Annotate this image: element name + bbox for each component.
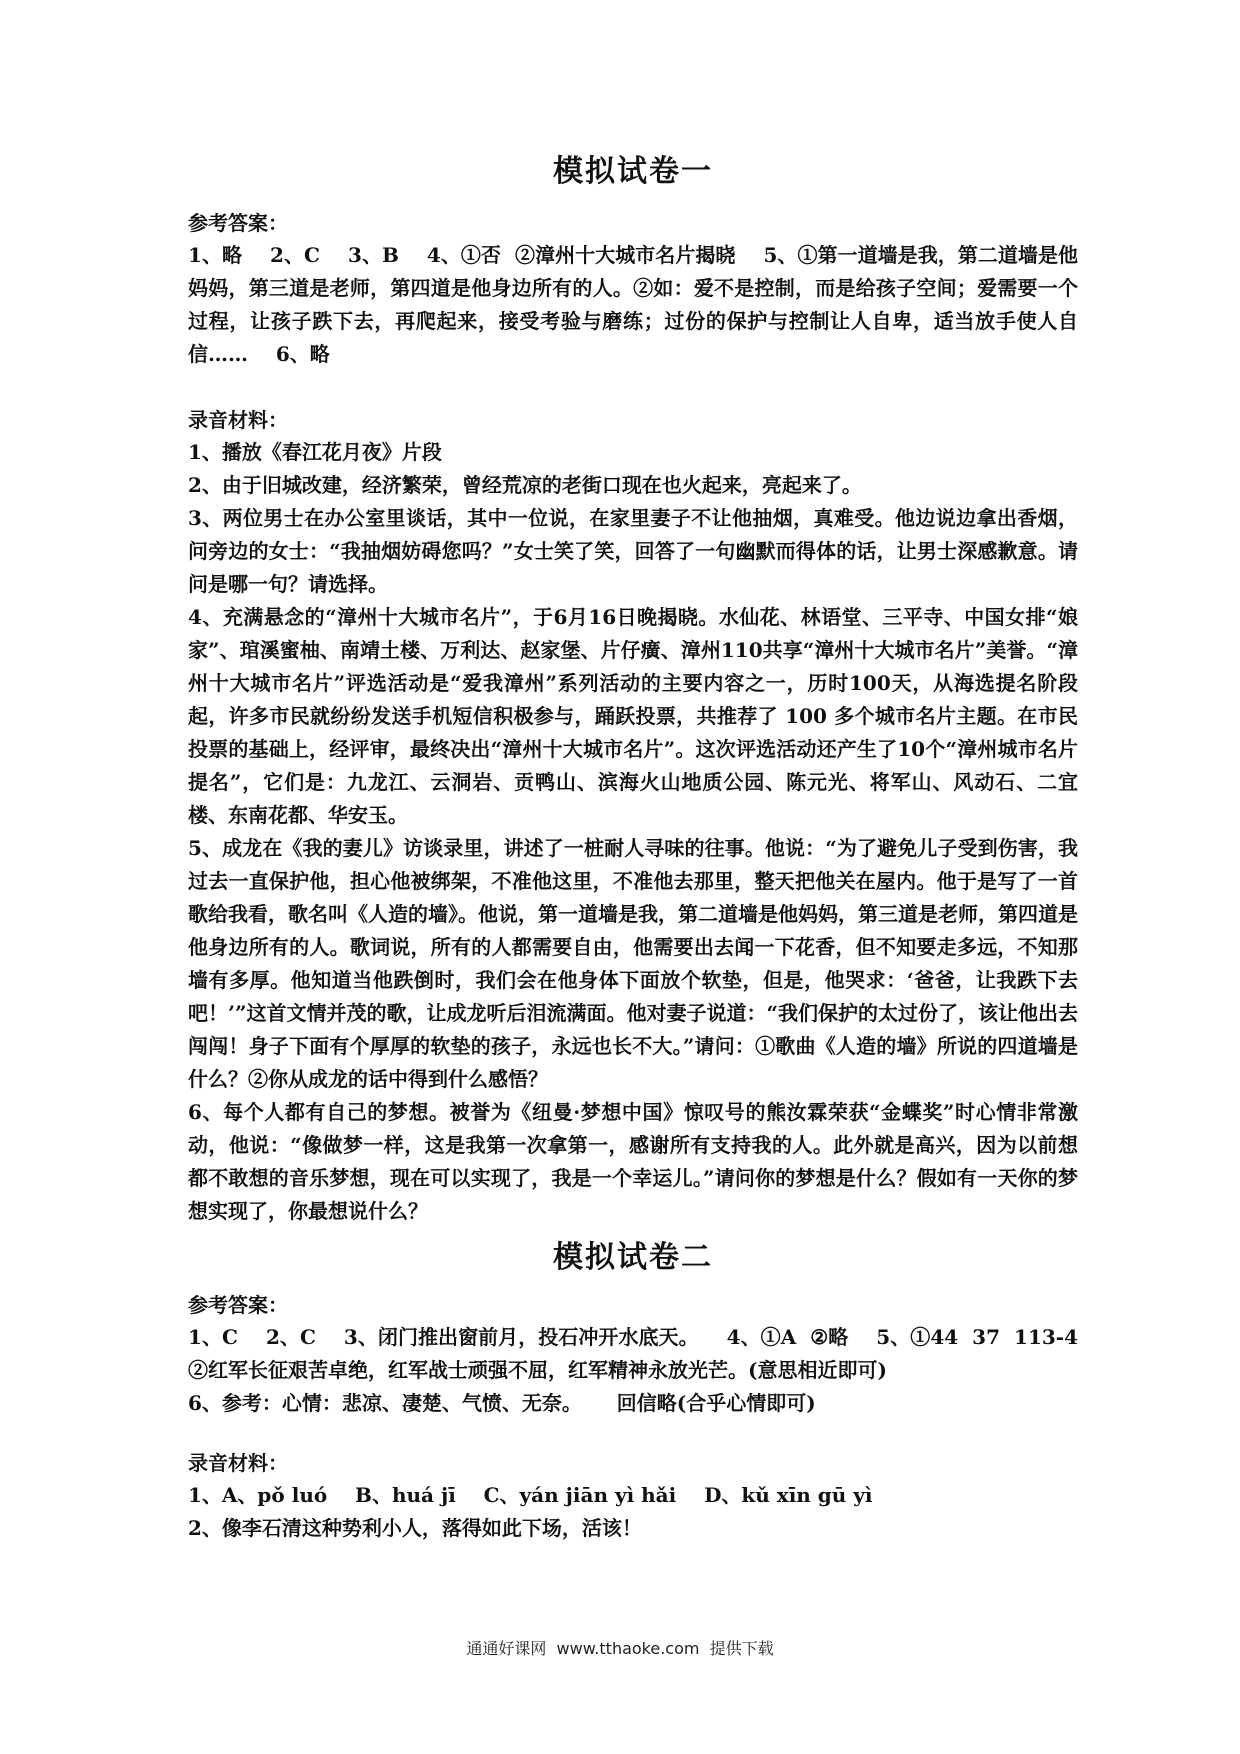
exam2-recording-label: 录音材料： [188,1451,288,1475]
page-footer: 通通好课网 www.tthaoke.com 提供下载 [466,1639,774,1658]
exam2-title: 模拟试卷二 [553,1240,713,1275]
exam1-answers-text: 1、略 2、C 3、B 4、①否 ②漳州十大城市名片揭晓 5、①第一道墙是我，第二道墙是他妈妈，第三道是老师，第四道是他身边所有的人。②如：爱不是控制，而是给孩子空间；爱需要一个过程，让孩子跌下去，再爬起来，接受考验与磨练；过份的保护与控制让人自卑，适当放手使人自信…… 6、略 [188,243,1078,366]
exam1-title: 模拟试卷一 [553,154,713,189]
exam1-recording-label: 录音材料： [188,408,288,432]
exam1-recording-item-6: 6、每个人都有自己的梦想。被誉为《纽曼·梦想中国》惊叹号的熊汝霖荣获“金蝶奖”时心情非常激动，他说：“像做梦一样，这是我第一次拿第一，感谢所有支持我的人。此外就是高兴，因为以前想都不敢想的音乐梦想，现在可以实现了，我是一个幸运儿。”请问你的梦想是什么？假如有一天你的梦想实现了，你最想说什么？ [188,1100,1078,1223]
exam2-recording-item-2: 2、像李石清这种势利小人，落得如此下场，活该！ [188,1516,642,1540]
exam2-answers-item-2: 6、参考：心情：悲凉、凄楚、气愤、无奈。 回信略(合乎心情即可) [188,1391,816,1415]
exam1-answers-label: 参考答案： [188,211,288,235]
exam1-recording-item-2: 2、由于旧城改建，经济繁荣，曾经荒凉的老街口现在也火起来，亮起来了。 [188,473,862,497]
exam2-answers-label: 参考答案： [188,1293,288,1317]
exam1-recording-item-1: 1、播放《春江花月夜》片段 [188,440,442,464]
exam1-recording-item-3: 3、两位男士在办公室里谈话，其中一位说，在家里妻子不让他抽烟，真难受。他边说边拿出香烟，问旁边的女士：“我抽烟妨碍您吗？”女士笑了笑，回答了一句幽默而得体的话，让男士深感歉意。请问是哪一句？请选择。 [188,506,1078,596]
exam2-answers-item-1: 1、C 2、C 3、闭门推出窗前月，投石冲开水底天。 4、①A ②略 5、①44 37 113-4 ②红军长征艰苦卓绝，红军战士顽强不屈，红军精神永放光芒。(意思相近即可) [188,1325,1085,1382]
document-page [188,150,1085,1545]
exam1-recording-item-5: 5、成龙在《我的妻儿》访谈录里，讲述了一桩耐人寻味的往事。他说：“为了避免儿子受到伤害，我过去一直保护他，担心他被绑架，不准他这里，不准他去那里，整天把他关在屋内。他于是写了一首歌给我看，歌名叫《人造的墙》。他说，第一道墙是我，第二道墙是他妈妈，第三道是老师，第四道是他身边所有的人。歌词说，所有的人都需要自由，他需要出去闻一下花香，但不知要走多远，不知那墙有多厚。他知道当他跌倒时，我们会在他身体下面放个软垫，但是，他哭求：‘爸爸，让我跌下去吧！’”这首文情并茂的歌，让成龙听后泪流满面。他对妻子说道：“我们保护的太过份了，该让他出去闯闯！身子下面有个厚厚的软垫的孩子，永远也长不大。”请问：①歌曲《人造的墙》所说的四道墙是什么？②你从成龙的话中得到什么感悟？ [188,836,1078,1091]
exam1-recording-item-4: 4、充满悬念的“漳州十大城市名片”，于6月16日晚揭晓。水仙花、林语堂、三平寺、中国女排“娘家”、琯溪蜜柚、南靖土楼、万利达、赵家堡、片仔癀、漳州110共享“漳州十大城市名片”美誉。“漳州十大城市名片”评选活动是“爱我漳州”系列活动的主要内容之一，历时100天，从海选提名阶段起，许多市民就纷纷发送手机短信积极参与，踊跃投票，共推荐了 100 多个城市名片主题。在市民投票的基础上，经评审，最终决出“漳州十大城市名片”。这次评选活动还产生了10个“漳州城市名片提名”，它们是：九龙江、云洞岩、贡鸭山、滨海火山地质公园、陈元光、将军山、风动石、二宜楼、东南花都、华安玉。 [188,605,1078,827]
exam2-recording-item-1: 1、A、pǒ luó B、huá jī C、yán jiān yì hǎi D、kǔ xīn gū yì [188,1483,873,1507]
